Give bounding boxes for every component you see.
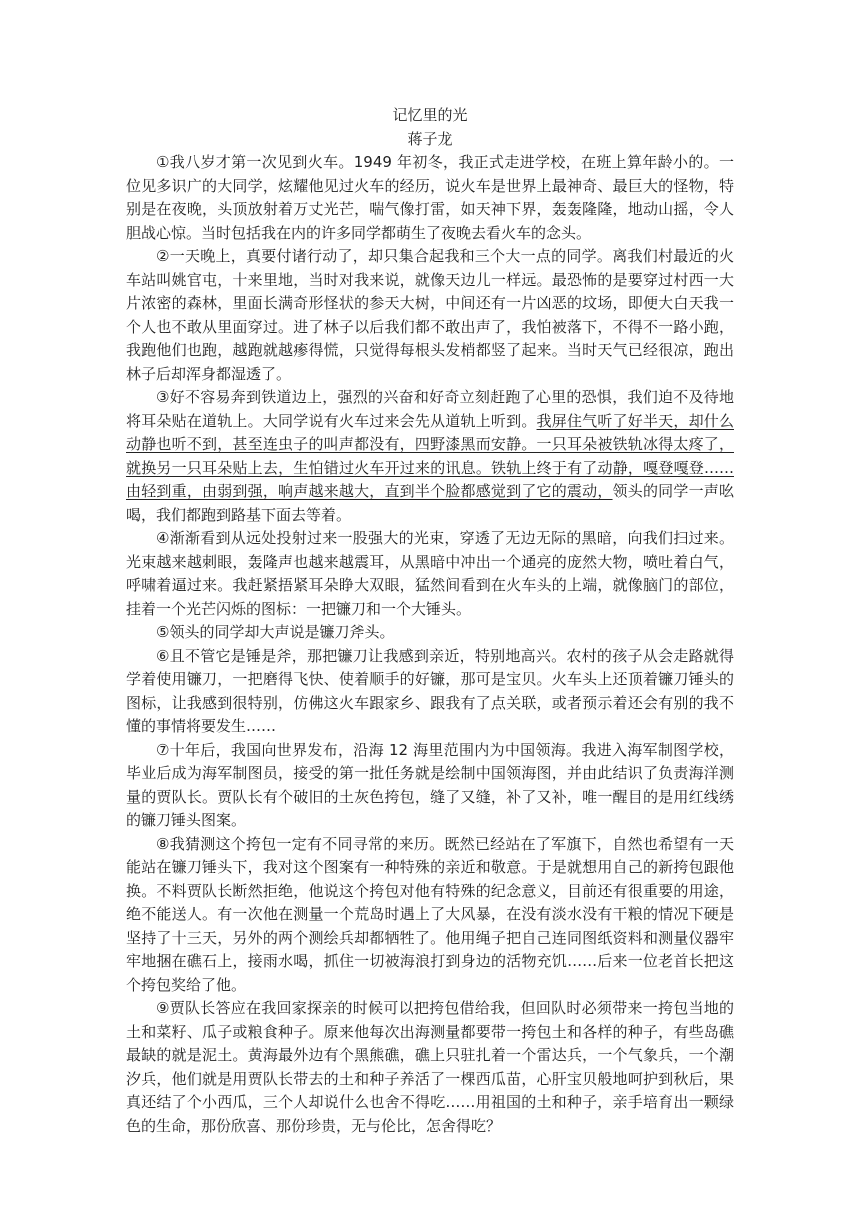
article (126, 104, 734, 1138)
paragraph-1: ①我八岁才第一次见到火车。1949 年初冬，我正式走进学校，在班上算年龄小的。一位见多识广的大同学，炫耀他见过火车的经历，说火车是世界上最神奇、最巨大的怪物，特别是在夜晚，头顶放射着万丈光芒，喘气像打雷，如天神下界，轰轰隆隆，地动山摇，令人胆战心惊。当时包括我在内的许多同学都萌生了夜晚去看火车的念头。 (126, 153, 734, 242)
paragraph-2: ②一天晚上，真要付诸行动了，却只集合起我和三个大一点的同学。离我们村最近的火车站叫姚官屯，十来里地，当时对我来说，就像天边儿一样远。最恐怖的是要穿过村西一大片浓密的森林，里面长满奇形怪状的参天大树，中间还有一片凶恶的坟场，即便大白天我一个人也不敢从里面穿过。进了林子以后我们都不敢出声了，我怕被落下，不得不一路小跑，我跑他们也跑，越跑就越瘆得慌，只觉得每根头发梢都竖了起来。当时天气已经很凉，跑出林子后却浑身都湿透了。 (126, 247, 734, 383)
paragraph-8: ⑧我猜测这个挎包一定有不同寻常的来历。既然已经站在了军旗下，自然也希望有一天能站在镰刀锤头下，我对这个图案有一种特殊的亲近和敬意。于是就想用自己的新挎包跟他换。不料贾队长断然拒绝，他说这个挎包对他有特殊的纪念意义，目前还有很重要的用途，绝不能送人。有一次他在测量一个荒岛时遇上了大风暴，在没有淡水没有干粮的情况下硬是坚持了十三天，另外的两个测绘兵却都牺牲了。他用绳子把自己连同图纸资料和测量仪器牢牢地捆在礁石上，接雨水喝，抓住一切被海浪打到身边的活物充饥……后来一位老首长把这个挎包奖给了他。 (126, 834, 734, 994)
paragraph-7: ⑦十年后，我国向世界发布，沿海 12 海里范围内为中国领海。我进入海军制图学校，毕业后成为海军制图员，接受的第一批任务就是绘制中国领海图，并由此结识了负责海洋测量的贾队长。贾队长有个破旧的土灰色挎包，缝了又缝，补了又补，唯一醒目的是用红线绣的镰刀锤头图案。 (126, 740, 734, 829)
article-author: 蒋子龙 (407, 129, 453, 148)
paragraph-5: ⑤领头的同学却大声说是镰刀斧头。 (156, 623, 395, 641)
paragraph-3-underlined-passage: 我屏住气听了好半天，却什么动静也听不到，甚至连虫子的叫声都没有，四野漆黑而安静。一只耳朵被铁轨冰得太疼了，就换另一只耳朵贴上去，生怕错过火车开过来的讯息。铁轨上终于有了动静，嘎登嘎登……由轻到重，由弱到强，响声越来越大，直到半个脸都感觉到了它的震动， (126, 411, 734, 500)
paragraph-3-after: 领头的同学一声吆喝，我们都跑到路基下面去等着。 (126, 482, 734, 524)
paragraph-3-before: ③好不容易奔到铁道边上，强烈的兴奋和好奇立刻赶跑了心里的恐惧，我们迫不及待地将耳朵贴在道轨上。大同学说有火车过来会先从道轨上听到。 (126, 388, 734, 430)
paragraph-6: ⑥且不管它是锤是斧，那把镰刀让我感到亲近，特别地高兴。农村的孩子从会走路就得学着使用镰刀，一把磨得飞快、使着顺手的好镰，那可是宝贝。火车头上还顶着镰刀锤头的图标，让我感到很特别，仿佛这火车跟家乡、跟我有了点关联，或者预示着还会有别的我不懂的事情将要发生…… (126, 646, 734, 735)
paragraph-9: ⑨贾队长答应在我回家探亲的时候可以把挎包借给我，但回队时必须带来一挎包当地的土和菜籽、瓜子或粮食种子。原来他每次出海测量都要带一挎包土和各样的种子，有些岛礁最缺的就是泥土。黄海最外边有个黑熊礁，礁上只驻扎着一个雷达兵，一个气象兵，一个潮汐兵，他们就是用贾队长带去的土和种子养活了一棵西瓜苗，心肝宝贝般地呵护到秋后，果真还结了个小西瓜，三个人却说什么也舍不得吃……用祖国的土和种子，亲手培育出一颗绿色的生命，那份欣喜、那份珍贵，无与伦比，怎舍得吃？ (126, 999, 734, 1135)
article-title: 记忆里的光 (392, 106, 468, 124)
paragraph-3 (126, 386, 734, 527)
paragraph-4: ④渐渐看到从远处投射过来一股强大的光束，穿透了无边无际的黑暗，向我们扫过来。光束越来越刺眼，轰隆声也越来越震耳，从黑暗中冲出一个通亮的庞然大物，喷吐着白气，呼啸着逼过来。我赶紧捂紧耳朵睁大双眼，猛然间看到在火车头的上端，就像脑门的部位，挂着一个光芒闪烁的图标：一把镰刀和一个大锤头。 (126, 529, 734, 618)
